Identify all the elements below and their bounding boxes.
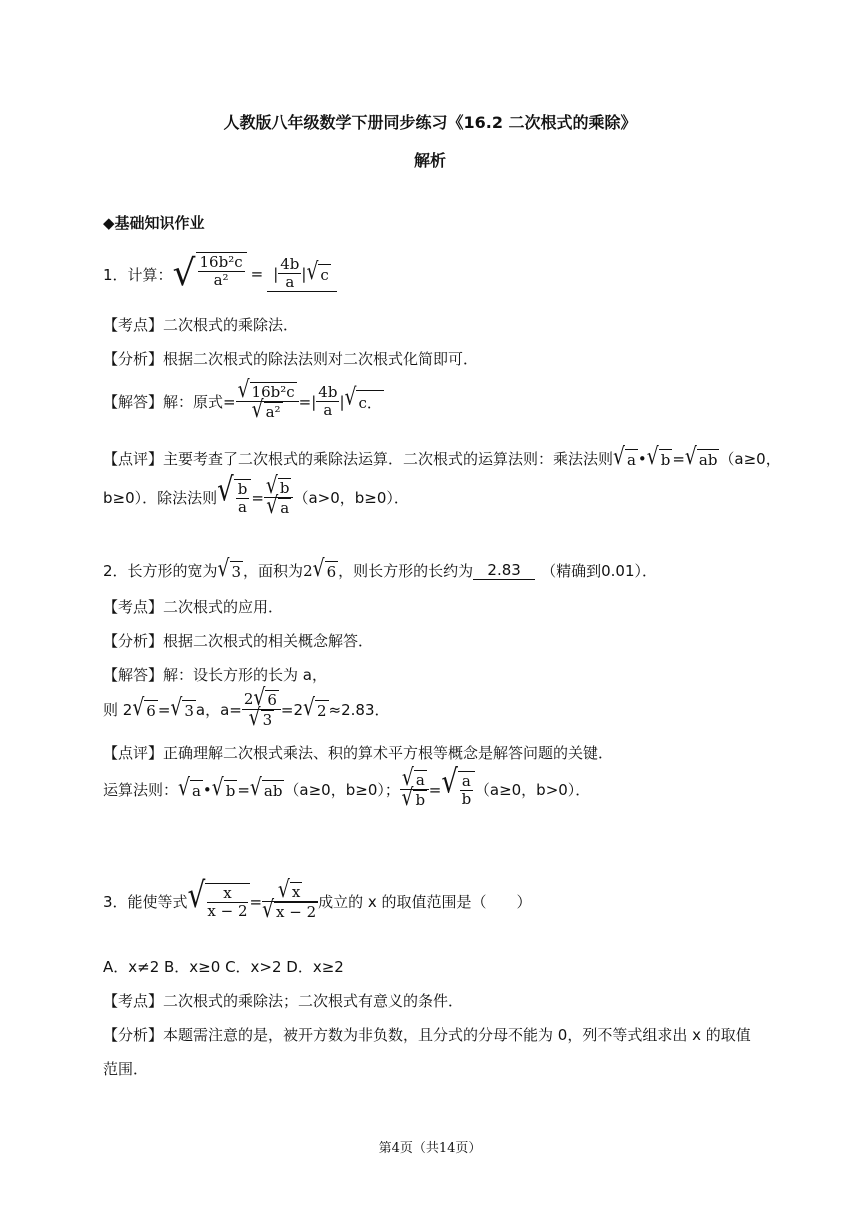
q2-line-prefix: 则 2 — [103, 701, 133, 720]
q2-area-coef: 2 — [303, 561, 313, 580]
q2-rule-a: a — [191, 781, 201, 800]
q2-stem-b: ，面积为 — [243, 562, 304, 580]
q1-mul-ab: ab — [698, 450, 718, 469]
q1-dianping-a: 【点评】主要考查了二次根式的乘除法运算．二次根式的运算法则：乘法法则 — [103, 450, 614, 468]
q2-frac-den-rad: 3 — [262, 711, 273, 730]
q1-dianping-line1: 【点评】主要考查了二次根式的乘除法运算．二次根式的运算法则：乘法法则 √ a • √ b = √ ab （a≥0， — [103, 443, 781, 470]
q2-rule-prefix: 运算法则： — [103, 781, 179, 800]
page-footer: 第4页（共14页） — [378, 1141, 482, 1156]
q2-line-a: a，a= — [195, 701, 242, 720]
page-title: 人教版八年级数学下册同步练习《16.2 二次根式的乘除》 — [223, 113, 637, 132]
q2-jieda: 【解答】解：设长方形的长为 a， — [103, 666, 327, 684]
q1-dianping-line2: b≥0）．除法法则 √ $\frac{b}{a}$ = √ b √ a （a>0，b≥0）． — [103, 471, 409, 520]
q1-jieda-den: a² — [265, 403, 281, 422]
q1-stem — [103, 252, 337, 296]
q2-rule-cond1: （a≥0，b≥0）； — [284, 781, 400, 800]
q2-stem: 2．长方形的宽为 √ 3 ，面积为 2 √ 6 ，则长方形的长约为 2.83 （精确到0.01）． — [103, 555, 658, 582]
q3-options: A．x≠2 B．x≥0 C．x>2 D．x≥2 — [103, 958, 344, 976]
q3-xm2: x − 2 — [207, 902, 248, 921]
q2-answer: 2.83 — [473, 561, 535, 580]
q1-fenxi: 【分析】根据二次根式的除法法则对二次根式化简即可． — [103, 350, 479, 368]
q1-jieda-ans-den: a — [323, 401, 333, 420]
q2-line-rad3: 3 — [184, 701, 194, 720]
q3-kaodian: 【考点】二次根式的乘除法；二次根式有意义的条件． — [103, 992, 464, 1010]
q1-div-num: b — [237, 480, 248, 498]
q1-jieda-num: 16b²c — [251, 383, 295, 401]
q1-label: 1．计算： — [103, 265, 173, 284]
q2-rule-cond2: （a≥0，b>0）． — [474, 781, 591, 800]
q2-rule-line: 运算法则： √ a • √ b = √ ab （a≥0，b≥0）； √ a √ b = √ $\frac{a}{b}$ （a≥0，b>0）． — [103, 763, 591, 812]
q1-jieda-tail: c． — [356, 390, 383, 413]
q2-stem-a: 2．长方形的宽为 — [103, 562, 218, 580]
section-heading: ◆基础知识作业 — [103, 214, 205, 232]
q2-frac-num-rad: 6 — [267, 691, 277, 709]
q1-kaodian: 【考点】二次根式的乘除法． — [103, 316, 299, 334]
q1-dianping-b: b≥0）．除法法则 — [103, 489, 218, 508]
q2-dianping: 【点评】正确理解二次根式乘法、积的算术平方根等概念是解答问题的关键． — [103, 744, 614, 762]
q2-line-rad6: 6 — [146, 701, 156, 720]
q2-fenxi: 【分析】根据二次根式的相关概念解答． — [103, 632, 374, 650]
q3-fenxi-2: 范围． — [103, 1060, 149, 1078]
q1-jieda-eq: = — [298, 392, 312, 411]
q1-radicand-den: a² — [213, 271, 229, 290]
q1-jieda: 【解答】解：原式= √ 16b²c √ a² = | $\frac{4b}{a}$ | √ c． — [103, 377, 382, 424]
q1-radicand-num: 16b²c — [199, 253, 243, 271]
q2-width: 3 — [231, 562, 242, 581]
q3-x: x — [207, 885, 247, 903]
q2-rule-b: b — [225, 781, 236, 800]
q2-kaodian: 【考点】二次根式的应用． — [103, 598, 284, 616]
q2-area-rad: 6 — [326, 562, 337, 581]
q2-rule-fb: b — [415, 791, 426, 810]
q3-stem: 3．能使等式 √ $\frac{x}{x - 2}$ = √ x √ x − 2 成立的 x 的取值范围是（ ） — [103, 874, 532, 924]
q1-ans-num: 4b — [280, 254, 300, 273]
q1-jieda-prefix: 【解答】解：原式= — [103, 393, 236, 412]
q1-div-den: a — [238, 498, 247, 517]
q1-mul-a: a — [626, 450, 636, 469]
q1-div-cond: （a>0，b≥0）． — [293, 489, 409, 508]
q1-ans-tail: c — [320, 265, 329, 284]
q2-frac-num-coef: 2 — [243, 690, 254, 708]
q1-eq: = — [250, 265, 264, 283]
q2-calc-line: 则 2 √ 6 = √ 3 a，a= 2 √ 6 √ 3 =2 √ 2 ≈2.83． — [103, 685, 390, 732]
q2-line-rad2: 2 — [316, 701, 327, 720]
q2-line-approx: ≈2.83． — [328, 701, 390, 720]
q2-rule-ab: ab — [263, 781, 283, 800]
q1-dianping-cond: （a≥0， — [719, 450, 781, 468]
q1-mul-b: b — [660, 450, 671, 469]
q2-stem-c: ，则长方形的长约为 — [338, 562, 474, 580]
q1-ans-den: a — [285, 273, 295, 291]
q2-stem-d: （精确到0.01）． — [541, 562, 658, 580]
q3-fenxi-1: 【分析】本题需注意的是，被开方数为非负数，且分式的分母不能为 0，列不等式组求出 x 的取值 — [103, 1026, 751, 1044]
q1-answer: | $\frac{4b}{a}$ | √ c — [267, 256, 337, 293]
q2-line-eq2: =2 — [280, 700, 304, 719]
q3-stem-b: 成立的 x 的取值范围是（ ） — [318, 893, 532, 912]
page-subtitle: 解析 — [413, 151, 446, 170]
q1-sqrt: √ $\frac{\text{16b²c}}{\text{a²}}$ — [173, 252, 247, 296]
q2-rule-fa: a — [415, 771, 425, 789]
q1-jieda-ans-num: 4b — [318, 383, 338, 401]
q3-stem-a: 3．能使等式 — [103, 893, 188, 912]
q2-line-eq: = — [157, 700, 171, 719]
